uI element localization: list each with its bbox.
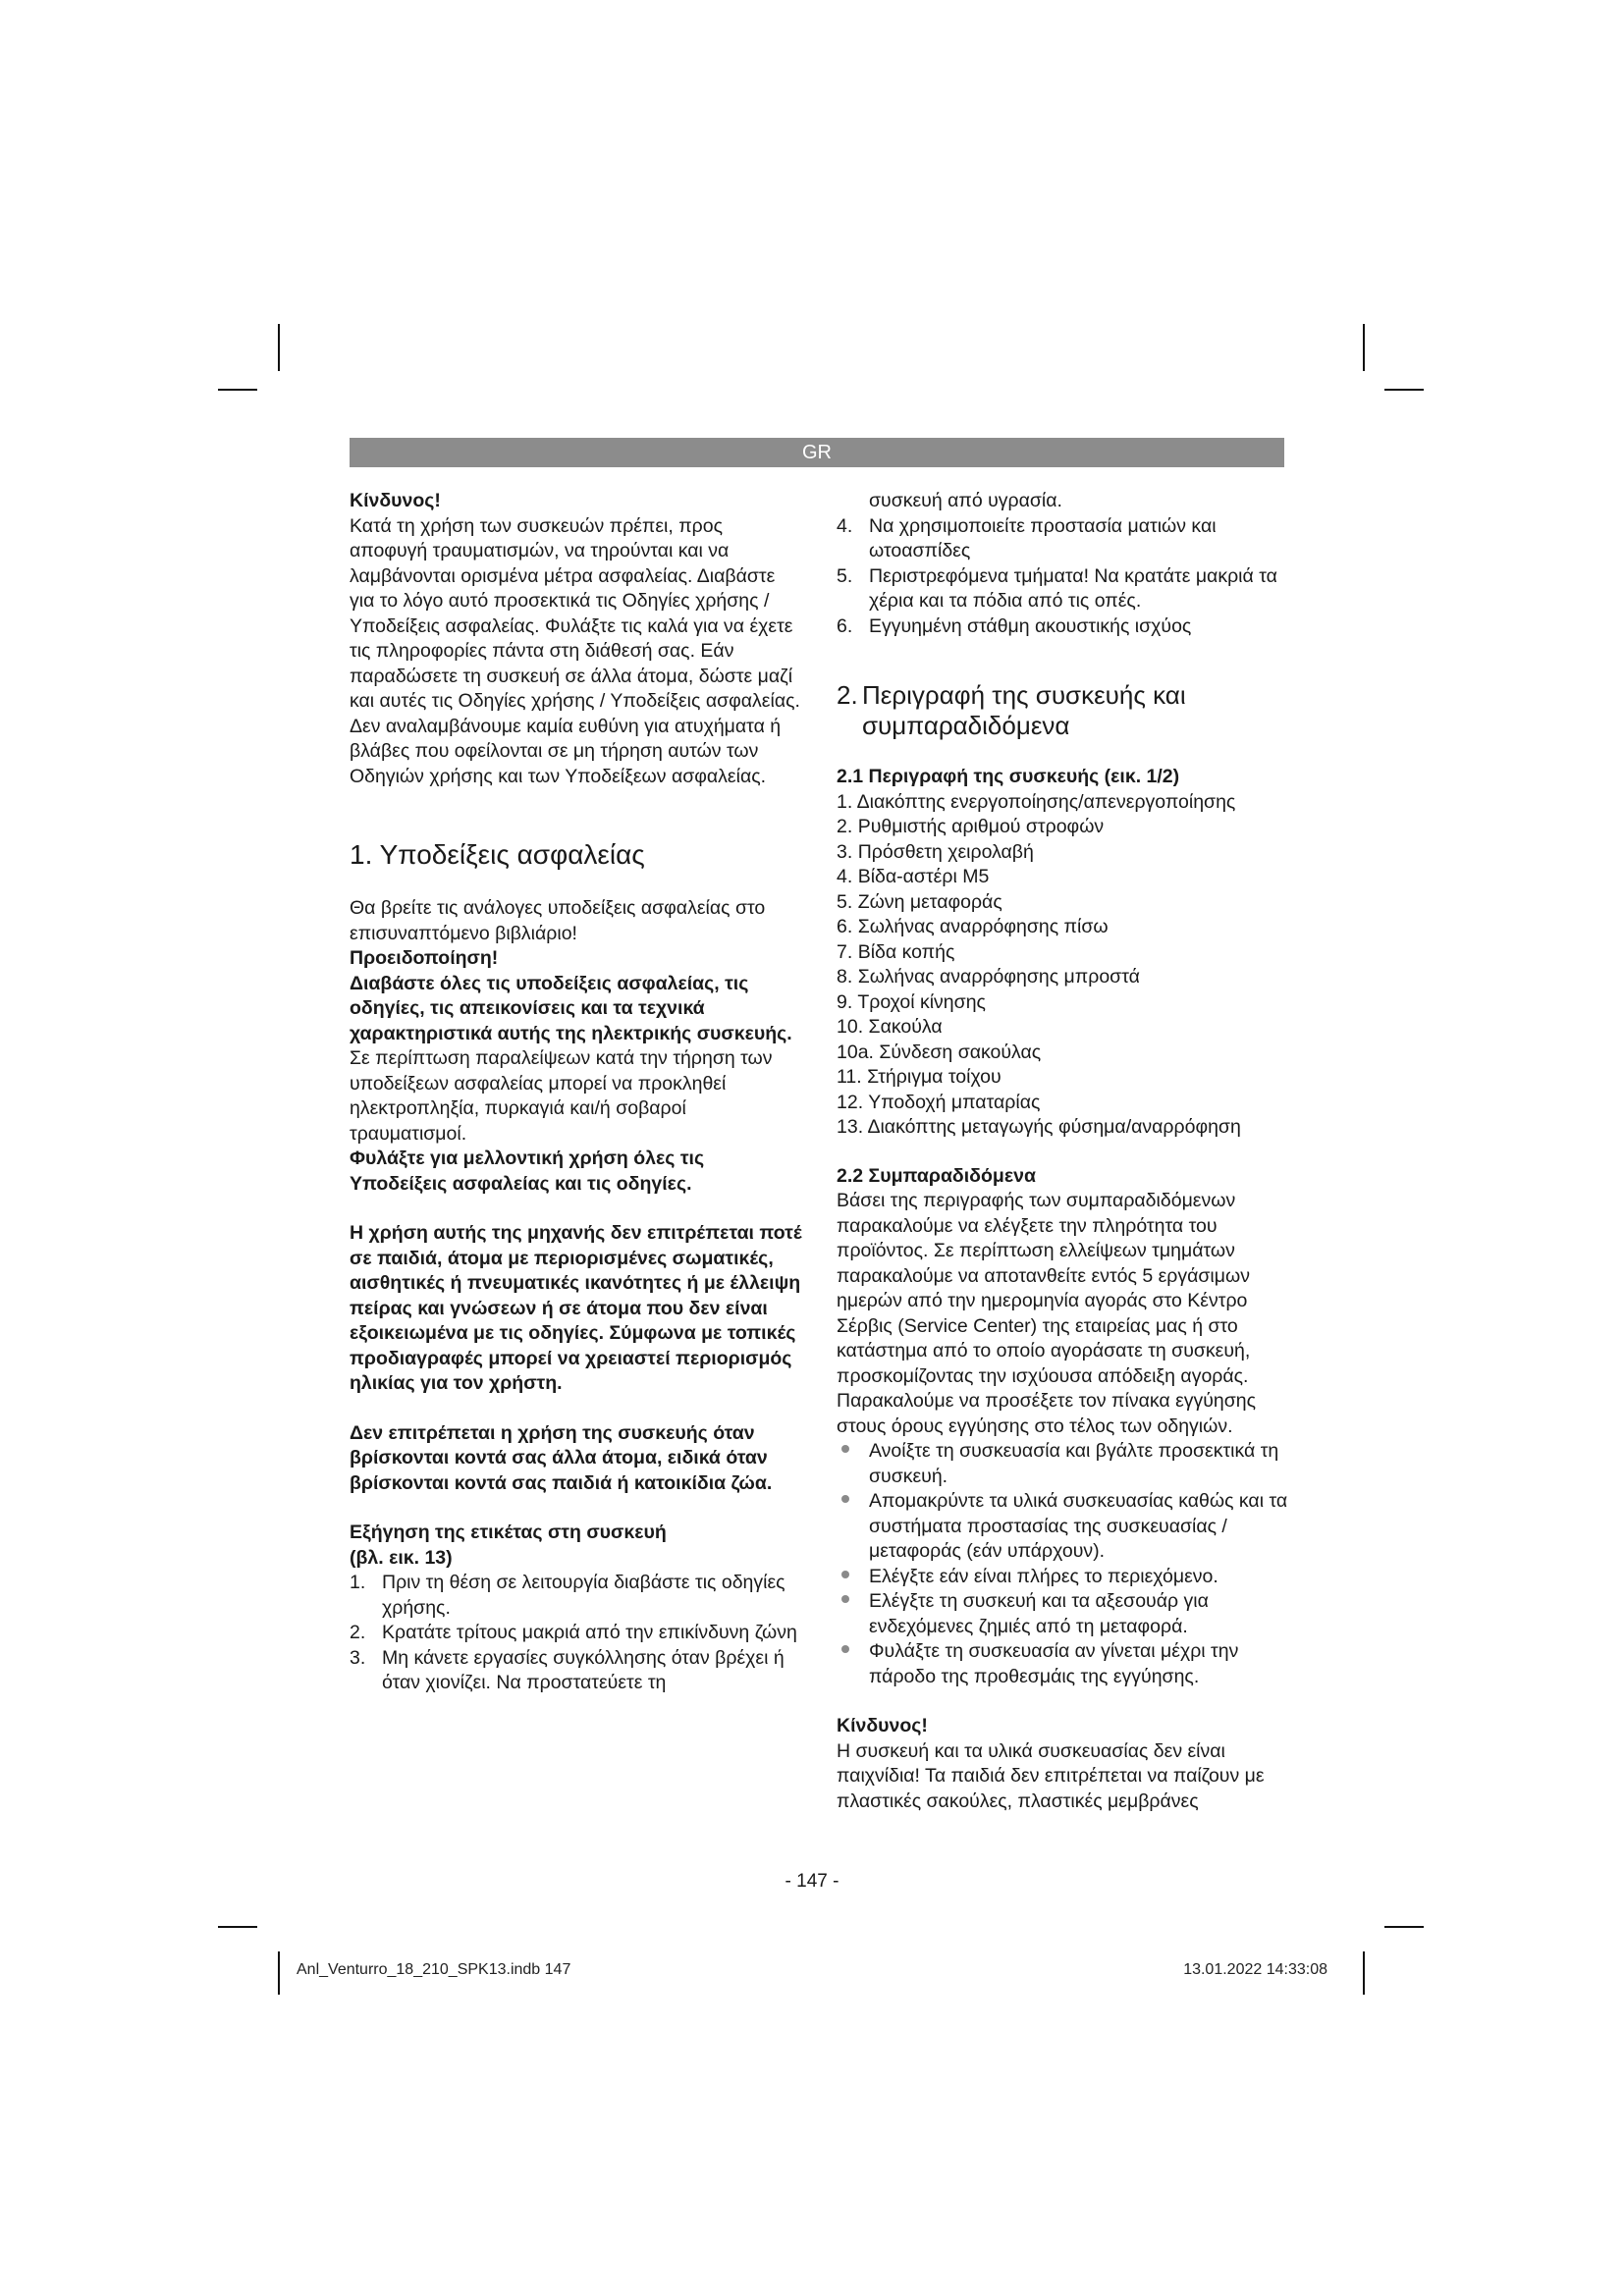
part-name: Σύνδεση σακούλας: [879, 1041, 1042, 1063]
children-restriction-note: Η χρήση αυτής της μηχανής δεν επιτρέπεται ποτέ σε παιδιά, άτομα με περιορισμένες σωματικές, αισθητικές ή πνευματικές ικανότητες ή με έλλειψη πείρας και γνώσεων ή σε άτομα που δεν είναι εξοικειωμένα με τις οδηγίες. Σύμφωνα με τοπικές προδιαγραφές μπορεί να χρειαστεί περιορισμός ηλικίας για τον χρήστη.: [350, 1222, 802, 1394]
crop-mark: [218, 389, 257, 391]
part-name: Ζώνη μεταφοράς: [857, 890, 1002, 913]
section-2-title: [837, 680, 1290, 741]
section-1-title: 1. Υποδείξεις ασφαλείας: [350, 839, 645, 870]
part-item: [837, 865, 1290, 890]
label-item-number: 4.: [837, 514, 853, 537]
part-name: Ρυθμιστής αριθμού στροφών: [857, 816, 1105, 837]
label-explanation-heading: [350, 1521, 803, 1571]
part-name: Σωλήνας αναρρόφησης μπροστά: [857, 966, 1140, 988]
bullet-icon: [841, 1645, 849, 1653]
label-item-number: 1.: [350, 1572, 366, 1593]
crop-mark: [1384, 1926, 1424, 1928]
checklist-item: [837, 1639, 1290, 1689]
bullet-icon: [841, 1571, 849, 1578]
part-name: Διακόπτης ενεργοποίησης/απενεργοποίησης: [856, 790, 1236, 813]
danger-heading: Κίνδυνος!: [350, 490, 441, 511]
left-column: [350, 489, 803, 1696]
part-name: Υποδοχή μπαταρίας: [868, 1091, 1041, 1113]
language-code: GR: [802, 442, 832, 463]
part-item: [837, 1065, 1290, 1091]
checklist-item-text: Φυλάξτε τη συσκευασία αν γίνεται μέχρι την πάροδο της προθεσμάις της εγγύησης.: [869, 1640, 1239, 1687]
keep-instructions-note: Φυλάξτε για μελλοντική χρήση όλες τις Υποδείξεις ασφαλείας και τις οδηγίες.: [350, 1148, 705, 1195]
part-item: [837, 890, 1290, 916]
checklist-item: [837, 1439, 1290, 1489]
safety-intro: Θα βρείτε τις ανάλογες υποδείξεις ασφαλείας στο επισυναπτόμενο βιβλιάριο!: [350, 897, 766, 944]
warning-paragraph: [350, 972, 803, 1148]
checklist-item: [837, 1589, 1290, 1639]
label-item: [350, 1621, 803, 1646]
bullet-icon: [841, 1595, 849, 1603]
label-item: [350, 1571, 803, 1621]
label-item: [350, 1646, 803, 1696]
part-number: 3.: [837, 840, 853, 863]
part-item: [837, 915, 1290, 940]
crop-mark: [1384, 389, 1424, 391]
part-name: Στήριγμα τοίχου: [867, 1066, 1001, 1088]
checklist-item: [837, 1565, 1290, 1590]
part-item: [837, 1115, 1290, 1141]
part-number: 11.: [837, 1066, 862, 1088]
label-list-left: [350, 1571, 803, 1696]
part-item: [837, 1091, 1290, 1116]
crop-mark: [1363, 1951, 1365, 1995]
warning-heading: Προειδοποίηση!: [350, 947, 499, 969]
part-item: [837, 940, 1290, 966]
part-name: Σακούλα: [868, 1016, 943, 1038]
section-2-number: 2.: [837, 680, 858, 710]
label-item-text: Μη κάνετε εργασίες συγκόλλησης όταν βρέχει ή όταν χιονίζει. Να προστατεύετε τη: [382, 1646, 785, 1693]
part-number: 10.: [837, 1016, 864, 1038]
part-number: 7.: [837, 940, 853, 963]
label-item-text: Να χρησιμοποιείτε προστασία ματιών και ωτοασπίδες: [869, 514, 1217, 561]
parts-list: [837, 790, 1290, 1141]
packaging-danger-heading: Κίνδυνος!: [837, 1715, 928, 1736]
label-item: [837, 614, 1290, 640]
footer-file-name: Anl_Venturro_18_210_SPK13.indb 147: [297, 1961, 571, 1978]
part-name: Σωλήνας αναρρόφησης πίσω: [857, 916, 1109, 937]
part-number: 5.: [837, 890, 853, 913]
crop-mark: [278, 324, 280, 371]
page-number: - 147 -: [785, 1871, 839, 1892]
section-2-title-line-1: Περιγραφή της συσκευής και: [862, 680, 1186, 710]
warning-bold-text: Διαβάστε όλες τις υποδείξεις ασφαλείας, τις οδηγίες, τις απεικονίσεις και τα τεχνικά χαρακτηριστικά αυτής της ηλεκτρικής συσκευής.: [350, 972, 792, 1044]
label-item-number: 2.: [350, 1622, 366, 1643]
checklist-item-text: Ελέγξτε τη συσκευή και τα αξεσουάρ για ενδεχόμενες ζημιές από τη μεταφορά.: [869, 1590, 1209, 1637]
part-name: Βίδα κοπής: [857, 940, 955, 963]
part-item: [837, 1041, 1290, 1066]
part-name: Πρόσθετη χειρολαβή: [857, 840, 1034, 863]
crop-mark: [218, 1926, 257, 1928]
part-number: 8.: [837, 966, 853, 988]
part-name: Βίδα-αστέρι M5: [857, 866, 990, 887]
part-number: 4.: [837, 866, 853, 887]
label-explanation-line-1: Εξήγηση της ετικέτας στη συσκευή: [350, 1522, 667, 1543]
packaging-danger-paragraph: Η συσκευή και τα υλικά συσκευασίας δεν είναι παιχνίδια! Τα παιδιά δεν επιτρέπεται να παίζουν με πλαστικές σακούλες, πλαστικές μεμβράνες: [837, 1739, 1265, 1812]
label-item-text: Εγγυημένη στάθμη ακουστικής ισχύος: [869, 614, 1192, 637]
label-item-number: 5.: [837, 564, 853, 587]
label-item-text: Περιστρεφόμενα τμήματα! Να κρατάτε μακριά τα χέρια και τα πόδια από τις οπές.: [869, 564, 1277, 612]
bystanders-note: Δεν επιτρέπεται η χρήση της συσκευής όταν βρίσκονται κοντά σας άλλα άτομα, ειδικά όταν βρίσκονται κοντά σας παιδιά ή κατοικίδια ζώα.: [350, 1421, 773, 1494]
footer-timestamp: 13.01.2022 14:33:08: [1183, 1961, 1327, 1978]
right-column: [837, 489, 1290, 1814]
language-header-bar: [350, 438, 1284, 467]
checklist-item-text: Απομακρύντε τα υλικά συσκευασίας καθώς και τα συστήματα προστασίας της συσκευασίας / μεταφοράς (εάν υπάρχουν).: [869, 1490, 1288, 1562]
part-item: [837, 1015, 1290, 1041]
checklist-item-text: Ελέγξτε εάν είναι πλήρες το περιεχόμενο.: [869, 1565, 1218, 1587]
warning-text: Σε περίπτωση παραλείψεων κατά την τήρηση των υποδείξεων ασφαλείας μπορεί να προκληθεί ηλεκτροπληξία, πυρκαγιά και/ή σοβαροί τραυματισμοί.: [350, 1047, 773, 1145]
label-continuation: συσκευή από υγρασία.: [869, 490, 1062, 511]
label-list-right: [837, 514, 1290, 640]
part-number: 13.: [837, 1116, 864, 1138]
bullet-icon: [841, 1445, 849, 1453]
part-name: Διακόπτης μεταγωγής φύσημα/αναρρόφηση: [867, 1116, 1241, 1138]
danger-paragraph: Κατά τη χρήση των συσκευών πρέπει, προς αποφυγή τραυματισμών, να τηρούνται και να λαμβάνονται ορισμένα μέτρα ασφαλείας. Διαβάστε για το λόγο αυτό προσεκτικά τις Οδηγίες χρήσης / Υποδείξεις ασφαλείας. Φυλάξτε τις καλά για να έχετε τις πληροφορίες πάντα στη διάθεσή σας. Εάν παραδώσετε τη συσκευή σε άλλα άτομα, δώστε μαζί και αυτές τις Οδηγίες χρήσης / Υποδείξεις ασφαλείας. Δεν αναλαμβάνουμε καμία ευθύνη για ατυχήματα ή βλάβες που οφείλονται σε μη τήρηση αυτών των Οδηγιών χρήσης και των Υποδείξεων ασφαλείας.: [350, 514, 800, 787]
part-number: 2.: [837, 816, 853, 837]
unpacking-checklist: [837, 1439, 1290, 1689]
part-item: [837, 990, 1290, 1016]
label-item-text: Πριν τη θέση σε λειτουργία διαβάστε τις οδηγίες χρήσης.: [382, 1572, 785, 1619]
label-explanation-line-2: (βλ. εικ. 13): [350, 1546, 453, 1569]
crop-mark: [1363, 324, 1365, 371]
label-item: [837, 564, 1290, 614]
part-item: [837, 840, 1290, 866]
crop-mark: [278, 1951, 280, 1995]
checklist-item: [837, 1489, 1290, 1565]
part-item: [837, 790, 1290, 816]
part-number: 12.: [837, 1091, 864, 1113]
label-item-number: 6.: [837, 614, 853, 637]
label-item-number: 3.: [350, 1646, 366, 1669]
part-number: 6.: [837, 916, 853, 937]
scope-of-delivery-paragraph: Βάσει της περιγραφής των συμπαραδιδόμενων παρακαλούμε να ελέγξετε την πληρότητα του προϊόντος. Σε περίπτωση ελλείψεων τμημάτων παρακαλούμε να αποτανθείτε εντός 5 εργάσιμων ημερών από την ημερομηνία αγοράς στο Κέντρο Σέρβις (Service Center) της εταιρείας μας ή στο κατάστημα από το οποίο αγοράσατε τη συσκευή, προσκομίζοντας την ισχύουσα απόδειξη αγοράς. Παρακαλούμε να προσέξετε τον πίνακα εγγύησης στους όρους εγγύησης στο τέλος των οδηγιών.: [837, 1190, 1257, 1437]
part-item: [837, 965, 1290, 990]
part-name: Τροχοί κίνησης: [857, 990, 986, 1013]
part-item: [837, 815, 1290, 840]
label-item: [837, 514, 1290, 564]
subsection-2-2-title: 2.2 Συμπαραδιδόμενα: [837, 1164, 1036, 1187]
checklist-item-text: Ανοίξτε τη συσκευασία και βγάλτε προσεκτικά τη συσκευή.: [869, 1440, 1279, 1487]
part-number: 1.: [837, 790, 853, 813]
bullet-icon: [841, 1495, 849, 1503]
subsection-2-1-title: 2.1 Περιγραφή της συσκευής (εικ. 1/2): [837, 766, 1180, 787]
label-item-text: Κρατάτε τρίτους μακριά από την επικίνδυνη ζώνη: [382, 1622, 797, 1643]
part-number: 9.: [837, 990, 853, 1013]
part-number: 10a.: [837, 1041, 874, 1063]
section-2-title-line-2: συμπαραδιδόμενα: [862, 711, 1070, 740]
